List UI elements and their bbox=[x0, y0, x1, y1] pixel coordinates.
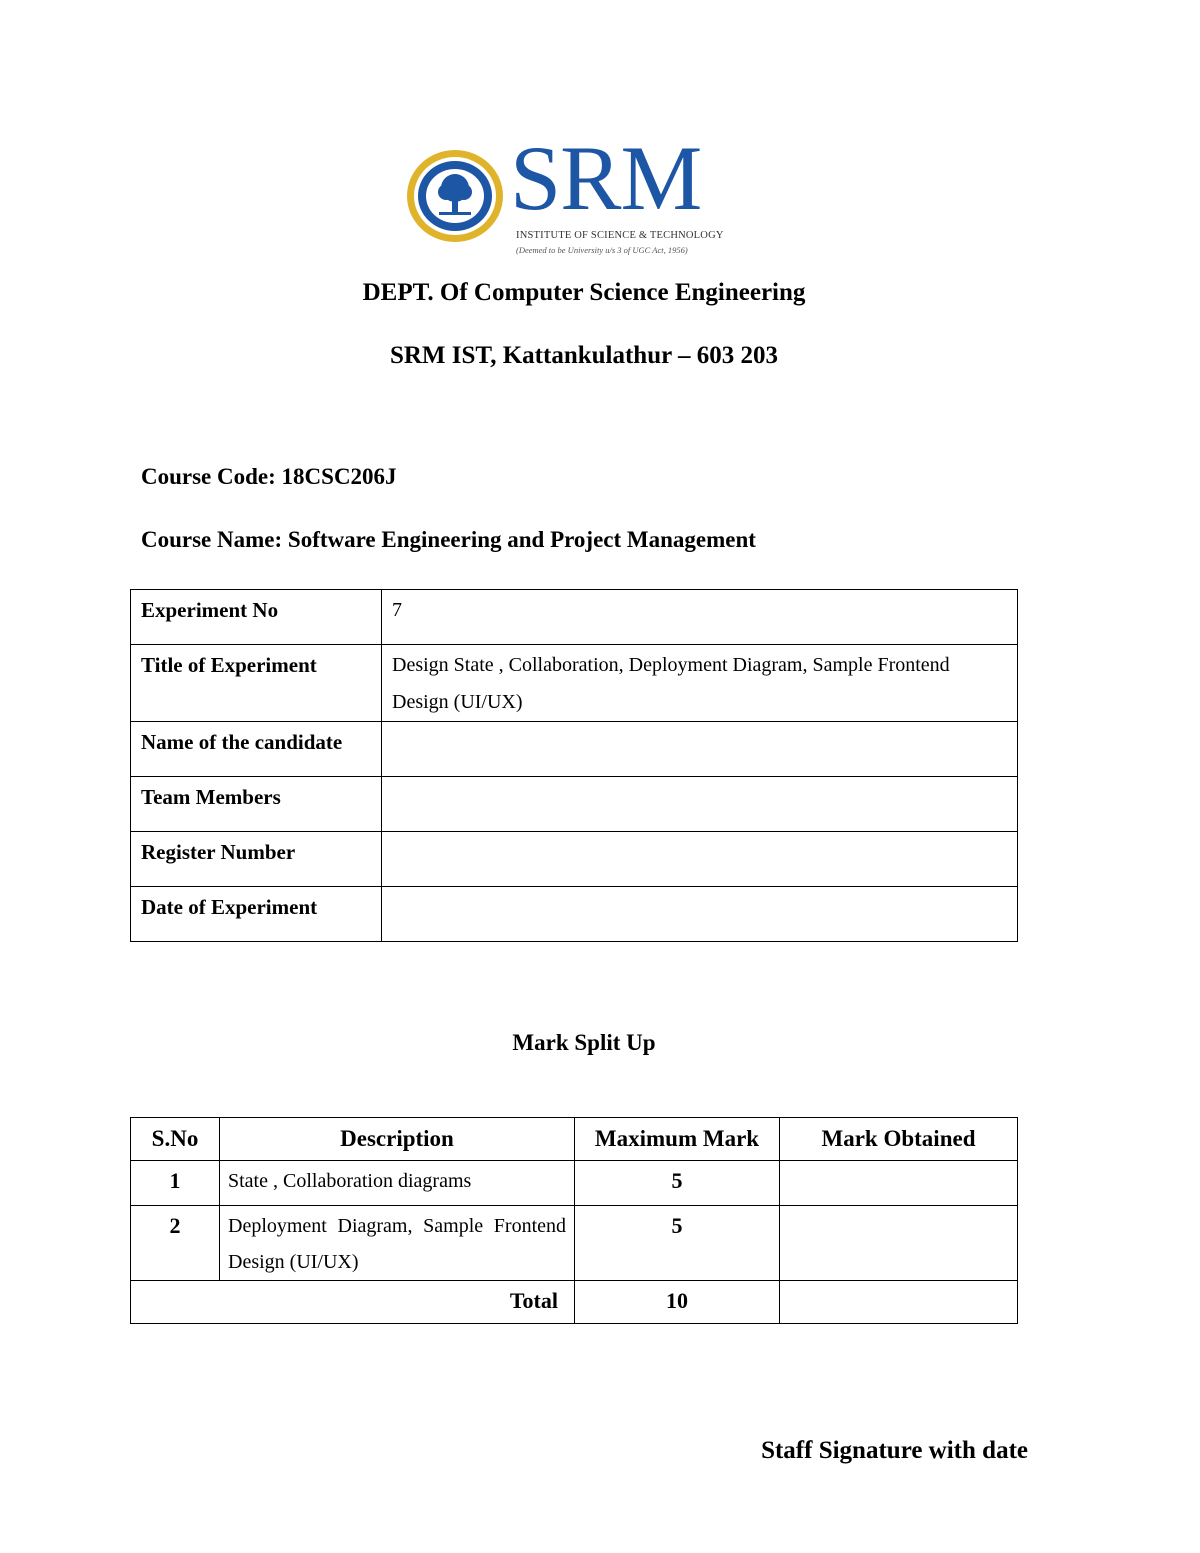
srm-logo bbox=[404, 127, 734, 261]
table-row bbox=[131, 777, 1018, 832]
info-value bbox=[382, 832, 1018, 887]
logo-tagline: (Deemed to be University u/s 3 of UGC Act, 1956) bbox=[516, 245, 688, 255]
course-code: Course Code: 18CSC206J bbox=[141, 464, 397, 489]
row-sno: 1 bbox=[131, 1161, 220, 1206]
row-description: State , Collaboration diagrams bbox=[220, 1161, 575, 1206]
table-row bbox=[131, 1161, 1018, 1206]
total-mark-obtained bbox=[780, 1281, 1018, 1324]
mark-split-title: Mark Split Up bbox=[512, 1030, 656, 1055]
column-header: Description bbox=[220, 1118, 575, 1161]
total-label: Total bbox=[131, 1281, 575, 1324]
logo-wordmark: SRM bbox=[510, 127, 702, 229]
info-label: Team Members bbox=[131, 777, 382, 832]
row-max-mark: 5 bbox=[575, 1161, 780, 1206]
department-heading: DEPT. Of Computer Science Engineering bbox=[362, 279, 806, 306]
table-row bbox=[131, 590, 1018, 645]
experiment-info-table bbox=[130, 589, 1018, 942]
table-row bbox=[131, 832, 1018, 887]
info-label: Title of Experiment bbox=[131, 645, 382, 722]
row-mark-obtained bbox=[780, 1206, 1018, 1281]
table-row bbox=[131, 645, 1018, 722]
row-description: Deployment Diagram, Sample Frontend Design (UI/UX) bbox=[220, 1206, 575, 1281]
info-label: Experiment No bbox=[131, 590, 382, 645]
staff-signature-label: Staff Signature with date bbox=[761, 1437, 1028, 1464]
mark-split-table bbox=[130, 1117, 1018, 1324]
row-max-mark: 5 bbox=[575, 1206, 780, 1281]
info-value bbox=[382, 777, 1018, 832]
row-sno: 2 bbox=[131, 1206, 220, 1281]
info-value: 7 bbox=[382, 590, 1018, 645]
column-header: S.No bbox=[131, 1118, 220, 1161]
logo-subtitle: INSTITUTE OF SCIENCE & TECHNOLOGY bbox=[516, 230, 724, 241]
info-label: Name of the candidate bbox=[131, 722, 382, 777]
table-row bbox=[131, 722, 1018, 777]
institution-heading: SRM IST, Kattankulathur – 603 203 bbox=[389, 342, 779, 369]
info-value: Design State , Collaboration, Deployment Diagram, Sample Frontend Design (UI/UX) bbox=[382, 645, 1018, 722]
info-label: Register Number bbox=[131, 832, 382, 887]
total-row bbox=[131, 1281, 1018, 1324]
column-header: Maximum Mark bbox=[575, 1118, 780, 1161]
table-row bbox=[131, 887, 1018, 942]
info-value bbox=[382, 722, 1018, 777]
info-value bbox=[382, 887, 1018, 942]
table-row bbox=[131, 1206, 1018, 1281]
column-header: Mark Obtained bbox=[780, 1118, 1018, 1161]
course-name: Course Name: Software Engineering and Project Management bbox=[141, 527, 756, 552]
table-header-row bbox=[131, 1118, 1018, 1161]
university-seal-icon bbox=[404, 148, 506, 244]
info-label: Date of Experiment bbox=[131, 887, 382, 942]
total-max-mark: 10 bbox=[575, 1281, 780, 1324]
row-mark-obtained bbox=[780, 1161, 1018, 1206]
